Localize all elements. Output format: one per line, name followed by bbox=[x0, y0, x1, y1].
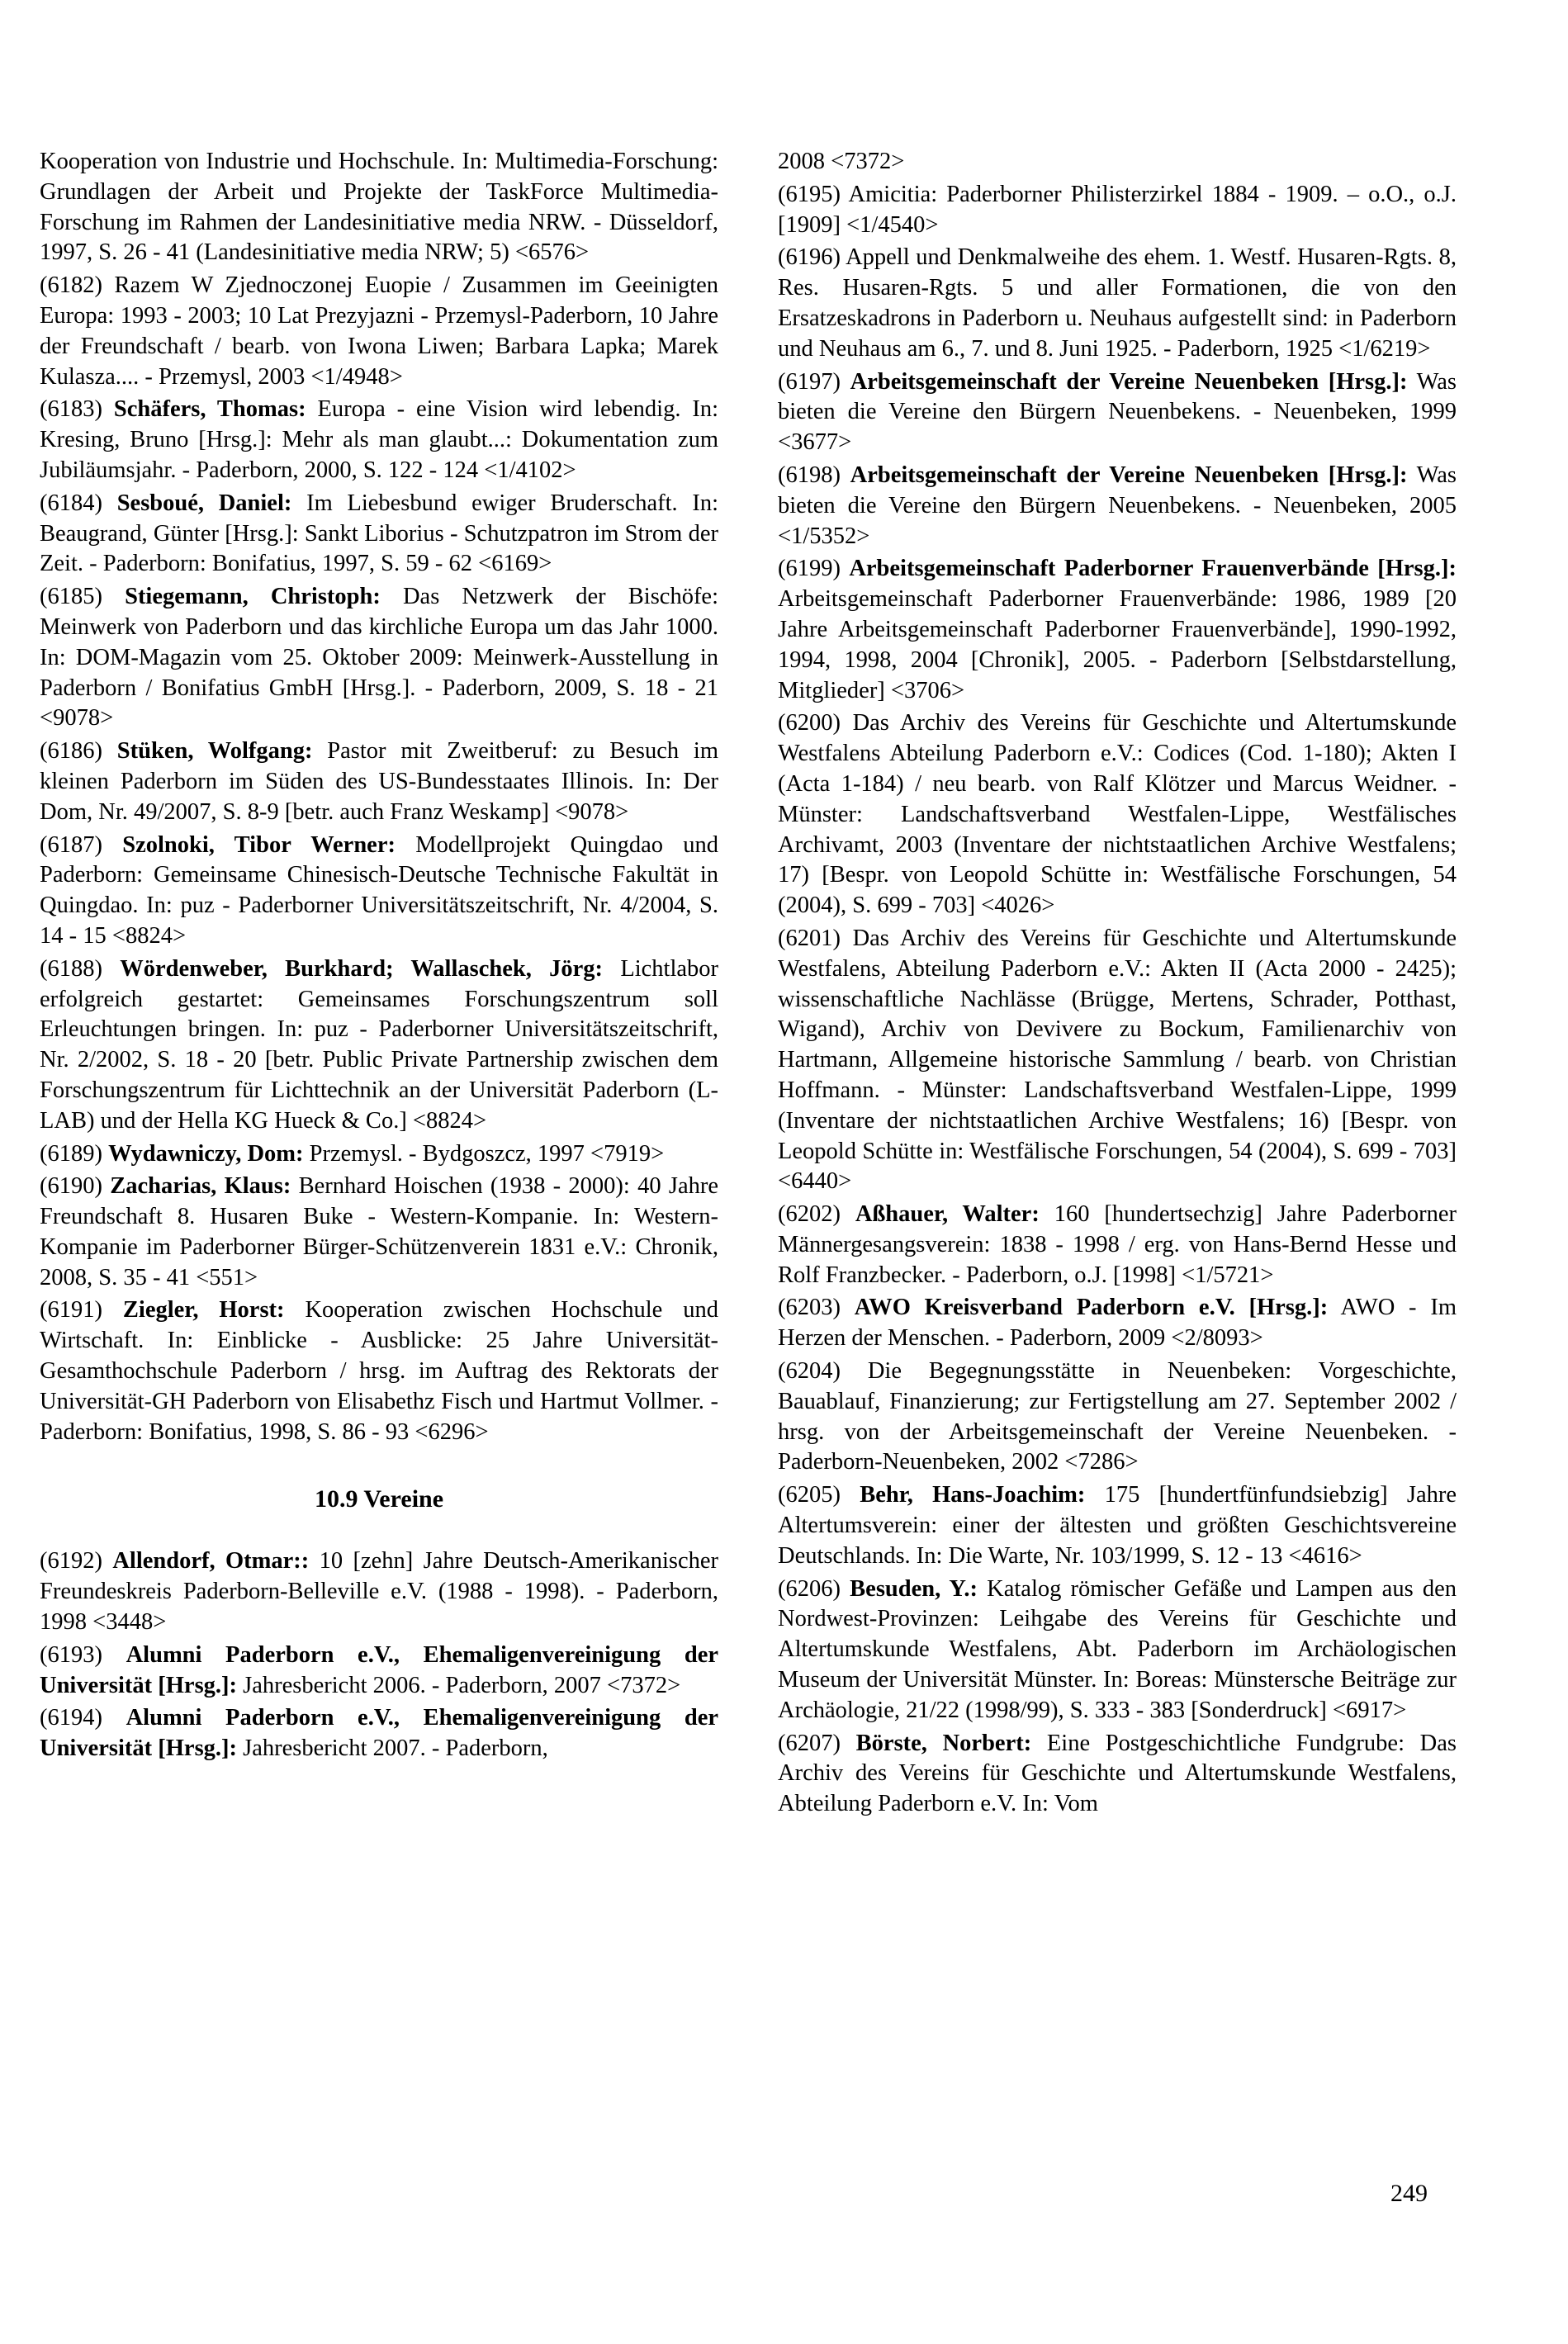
bibliography-entry: (6206) Besuden, Y.: Katalog römischer Gefäße und Lampen aus den Nordwest-Provinzen: Leihgabe des Vereins für Geschichte und Altertumskunde Westfalens, Abt. Paderborn im Archäologischen Museum der Universität Münster. In: Boreas: Münstersche Beiträge zur Archäologie, 21/22 (1998/99), S. 333 - 383 [Sonderdruck] <6917> bbox=[778, 1575, 1457, 1723]
bibliography-entry: (6187) Szolnoki, Tibor Werner: Modellprojekt Quingdao und Paderborn: Gemeinsame Chinesisch-Deutsche Technische Fakultät in Quingdao. In: puz - Paderborner Universitätszeitschrift, Nr. 4/2004, S. 14 - 15 <8824> bbox=[40, 831, 719, 949]
bibliography-entry: (6201) Das Archiv des Vereins für Geschichte und Altertumskunde Westfalens, Abteilung Paderborn e.V.: Akten II (Acta 2000 - 2425); wissenschaftliche Nachlässe (Brügge, Mertens, Schrader, Potthast, Wigand), Archiv von Devivere zu Bockum, Familienarchiv von Hartmann, Allgemeine historische Sammlung / bearb. von Christian Hoffmann. - Münster: Landschaftsverband Westfalen-Lippe, 1999 (Inventare der nichtstaatlichen Archive Westfalens; 16) [Bespr. von Leopold Schütte in: Westfälische Forschungen, 54 (2004), S. 699 - 703] <6440> bbox=[778, 925, 1457, 1195]
bibliography-entry: (6191) Ziegler, Horst: Kooperation zwischen Hochschule und Wirtschaft. In: Einblicke - Ausblicke: 25 Jahre Universität-Gesamthochschule Paderborn / hrsg. im Auftrag des Rektorats der Universität-GH Paderborn von Elisabethz Fisch und Hartmut Vollmer. - Paderborn: Bonifatius, 1998, S. 86 - 93 <6296> bbox=[40, 1297, 718, 1445]
bibliography-entry: (6185) Stiegemann, Christoph: Das Netzwerk der Bischöfe: Meinwerk von Paderborn und das kirchliche Europa um das Jahr 1000. In: DOM-Magazin vom 25. Oktober 2009: Meinwerk-Ausstellung in Paderborn / Bonifatius GmbH [Hrsg.]. - Paderborn, 2009, S. 18 - 21 <9078> bbox=[40, 584, 719, 732]
bibliography-entry: (6192) Allendorf, Otmar:: 10 [zehn] Jahre Deutsch-Amerikanischer Freundeskreis Paderborn-Belleville e.V. (1988 - 1998). - Paderborn, 1998 <3448> bbox=[40, 1548, 718, 1636]
bibliography-entry: (6195) Amicitia: Paderborner Philisterzirkel 1884 - 1909. – o.O., o.J. [1909] <1/4540> bbox=[778, 181, 1457, 238]
bibliography-entry: (6183) Schäfers, Thomas: Europa - eine Vision wird lebendig. In: Kresing, Bruno [Hrsg.]: Mehr als man glaubt...: Dokumentation zum Jubiläumsjahr. - Paderborn, 2000, S. 122 - 124 <1/4102> bbox=[40, 396, 719, 483]
bibliography-entry: (6182) Razem W Zjednoczonej Euopie / Zusammen im Geeinigten Europa: 1993 - 2003; 10 Lat Prezyjazni - Przemysl-Paderborn, 10 Jahre der Freundschaft / bearb. von Iwona Liwen; Barbara Lapka; Marek Kulasza.... - Przemysl, 2003 <1/4948> bbox=[40, 272, 719, 390]
bibliography-entry: (6202) Aßhauer, Walter: 160 [hundertsechzig] Jahre Paderborner Männergesangsverein: 1838 - 1998 / erg. von Hans-Bernd Hesse und Rolf Franzbecker. - Paderborn, o.J. [1998] <1/5721> bbox=[778, 1201, 1457, 1288]
bibliography-entry: (6196) Appell und Denkmalweihe des ehem. 1. Westf. Husaren-Rgts. 8, Res. Husaren-Rgts. 5 und aller Formationen, die von den Ersatzeskadrons in Paderborn u. Neuhaus aufgestellt sind: in Paderborn und Neuhaus am 6., 7. und 8. Juni 1925. - Paderborn, 1925 <1/6219> bbox=[778, 244, 1457, 362]
bibliography-entry: (6205) Behr, Hans-Joachim: 175 [hundertfünfundsiebzig] Jahre Altertumsverein: einer der ältesten und größten Geschichtsvereine Deutschlands. In: Die Warte, Nr. 103/1999, S. 12 - 13 <4616> bbox=[778, 1482, 1457, 1569]
entry-list-after-heading bbox=[40, 1546, 718, 1764]
section-heading: 10.9 Vereine bbox=[314, 1485, 444, 1513]
bibliography-entry: (6203) AWO Kreisverband Paderborn e.V. [Hrsg.]: AWO - Im Herzen der Menschen. - Paderborn, 2009 <2/8093> bbox=[778, 1295, 1457, 1352]
bibliography-entry: (6200) Das Archiv des Vereins für Geschichte und Altertumskunde Westfalens Abteilung Paderborn e.V.: Codices (Cod. 1-180); Akten I (Acta 1-184) / neu bearb. von Ralf Klötzer und Marcus Weidner. - Münster: Landschaftsverband Westfalen-Lippe, Westfälisches Archivamt, 2003 (Inventare der nichtstaatlichen Archive Westfalens; 17) [Bespr. von Leopold Schütte in: Westfälische Forschungen, 54 (2004), S. 699 - 703] <4026> bbox=[778, 710, 1457, 919]
bibliography-entry: (6207) Börste, Norbert: Eine Postgeschichtliche Fundgrube: Das Archiv des Vereins für Geschichte und Altertumskunde Westfalens, Abteilung Paderborn e.V. In: Vom bbox=[778, 1730, 1457, 1817]
entry-list-before-heading bbox=[40, 147, 718, 1447]
bibliography-entry: (6189) Wydawniczy, Dom: Przemysl. - Bydgoszcz, 1997 <7919> bbox=[40, 1140, 665, 1167]
bibliography-entry: (6190) Zacharias, Klaus: Bernhard Hoischen (1938 - 2000): 40 Jahre Freundschaft 8. Husaren Buke - Western-Kompanie. In: Western-Kompanie im Paderborner Bürger-Schützenverein 1831 e.V.: Chronik, 2008, S. 35 - 41 <551> bbox=[40, 1173, 719, 1290]
page-number: 249 bbox=[1390, 2180, 1428, 2207]
bibliography-entry: (6188) Wördenweber, Burkhard; Wallaschek, Jörg: Lichtlabor erfolgreich gestartet: Gemeinsames Forschungszentrum soll Erleuchtungen bringen. In: puz - Paderborner Universitätszeitschrift, Nr. 2/2002, S. 18 - 20 [betr. Public Private Partnership zwischen dem Forschungszentrum für Lichttechnik an der Universität Paderborn (L-LAB) und der Hella KG Hueck & Co.] <8824> bbox=[40, 955, 719, 1134]
bibliography-entry: (6204) Die Begegnungsstätte in Neuenbeken: Vorgeschichte, Bauablauf, Finanzierung; zur Fertigstellung am 27. September 2002 / hrsg. von der Arbeitsgemeinschaft der Vereine Neuenbeken. - Paderborn-Neuenbeken, 2002 <7286> bbox=[778, 1358, 1457, 1475]
right-column bbox=[778, 147, 1457, 1822]
bibliography-entry: (6184) Sesboué, Daniel: Im Liebesbund ewiger Bruderschaft. In: Beaugrand, Günter [Hrsg.]: Sankt Liborius - Schutzpatron im Strom der Zeit. - Paderborn: Bonifatius, 1997, S. 59 - 62 <6169> bbox=[40, 490, 719, 577]
bibliography-entry: (6197) Arbeitsgemeinschaft der Vereine Neuenbeken [Hrsg.]: Was bieten die Vereine den Bürgern Neuenbekens. - Neuenbeken, 1999 <3677> bbox=[778, 368, 1457, 456]
bibliography-entry: 2008 <7372> bbox=[778, 149, 905, 174]
bibliography-entry: (6194) Alumni Paderborn e.V., Ehemaligenvereinigung der Universität [Hrsg.]: Jahresbericht 2007. - Paderborn, bbox=[40, 1705, 719, 1762]
left-column bbox=[40, 147, 718, 1767]
bibliography-entry: Kooperation von Industrie und Hochschule. In: Multimedia-Forschung: Grundlagen der Arbeit und Projekte der TaskForce Multimedia-Forschung im Rahmen der Landesinitiative media NRW. - Düsseldorf, 1997, S. 26 - 41 (Landesinitiative media NRW; 5) <6576> bbox=[40, 149, 718, 266]
bibliography-entry: (6198) Arbeitsgemeinschaft der Vereine Neuenbeken [Hrsg.]: Was bieten die Vereine den Bürgern Neuenbekens. - Neuenbeken, 2005 <1/5352> bbox=[778, 462, 1457, 549]
bibliography-entry: (6186) Stüken, Wolfgang: Pastor mit Zweitberuf: zu Besuch im kleinen Paderborn im Süden des US-Bundesstaates Illinois. In: Der Dom, Nr. 49/2007, S. 8-9 [betr. auch Franz Weskamp] <9078> bbox=[40, 738, 718, 825]
bibliography-entry: (6193) Alumni Paderborn e.V., Ehemaligenvereinigung der Universität [Hrsg.]: Jahresbericht 2006. - Paderborn, 2007 <7372> bbox=[40, 1641, 719, 1698]
bibliography-entry: (6199) Arbeitsgemeinschaft Paderborner Frauenverbände [Hrsg.]: Arbeitsgemeinschaft Paderborner Frauenverbände: 1986, 1989 [20 Jahre Arbeitsgemeinschaft Paderborner Frauenverbände], 1990-1992, 1994, 1998, 2004 [Chronik], 2005. - Paderborn [Selbstdarstellung, Mitglieder] <3706> bbox=[778, 556, 1457, 703]
